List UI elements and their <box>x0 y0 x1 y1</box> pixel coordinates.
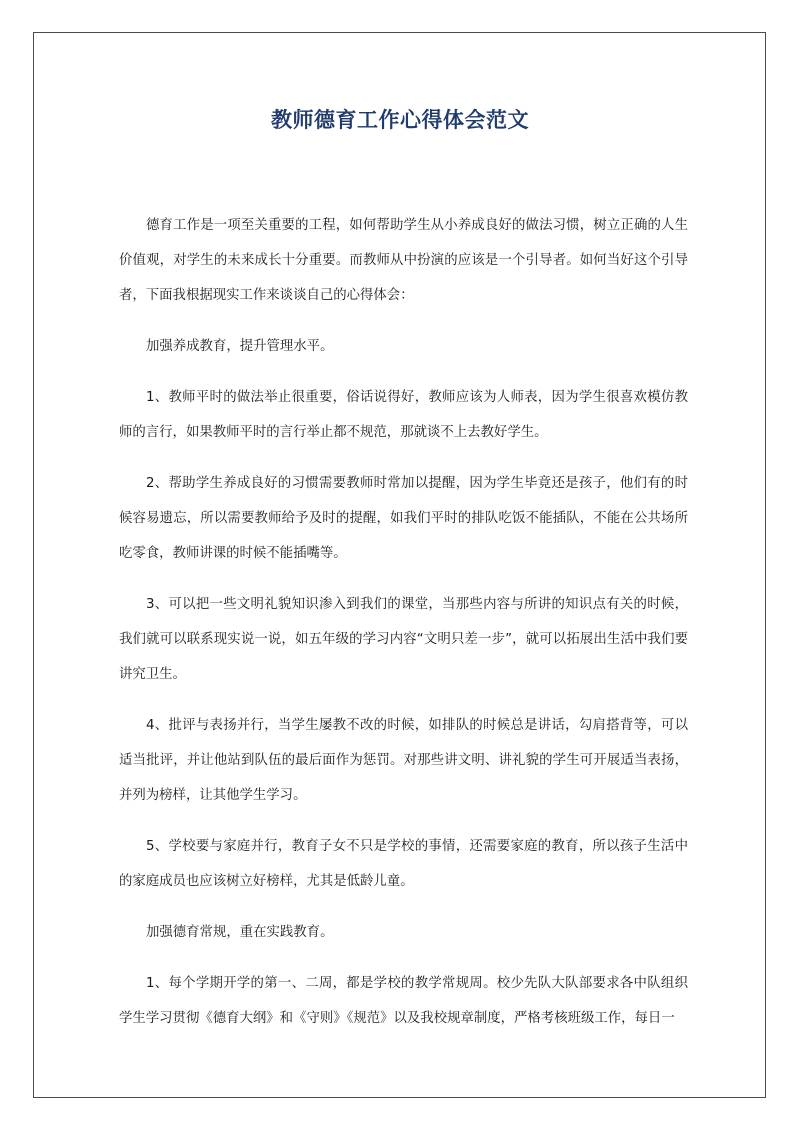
document-title: 教师德育工作心得体会范文 <box>271 108 529 132</box>
paragraph-item: 5、学校要与家庭并行，教育子女不只是学校的事情，还需要家庭的教育，所以孩子生活中的家庭成员也应该树立好榜样，尤其是低龄儿童。 <box>119 839 688 889</box>
paragraph-item: 2、帮助学生养成良好的习惯需要教师时常加以提醒，因为学生毕竟还是孩子，他们有的时候容易遗忘，所以需要教师给予及时的提醒，如我们平时的排队吃饭不能插队，不能在公共场所吃零食，教师讲课的时候不能插嘴等。 <box>119 476 688 561</box>
section-heading-2: 加强德育常规，重在实践教育。 <box>146 925 334 940</box>
paragraph-item: 1、每个学期开学的第一、二周，都是学校的教学常规周。校少先队大队部要求各中队组织学生学习贯彻《德育大纲》和《守则》《规范》以及我校规章制度，严格考核班级工作，每日一 <box>119 976 688 1026</box>
document-body <box>119 208 688 1052</box>
section-heading-1: 加强养成教育，提升管理水平。 <box>146 339 334 354</box>
paragraph-item: 4、批评与表扬并行，当学生屡教不改的时候，如排队的时候总是讲话，勾肩搭背等，可以适当批评，并让他站到队伍的最后面作为惩罚。对那些讲文明、讲礼貌的学生可开展适当表扬，并列为榜样，让其他学生学习。 <box>119 718 688 803</box>
paragraph-item: 3、可以把一些文明礼貌知识渗入到我们的课堂，当那些内容与所讲的知识点有关的时候，我们就可以联系现实说一说，如五年级的学习内容“文明只差一步”，就可以拓展出生活中我们要讲究卫生。 <box>119 597 688 682</box>
paragraph-intro: 德育工作是一项至关重要的工程，如何帮助学生从小养成良好的做法习惯，树立正确的人生价值观，对学生的未来成长十分重要。而教师从中扮演的应该是一个引导者。如何当好这个引导者，下面我根据现实工作来谈谈自己的心得体会： <box>119 218 688 303</box>
paragraph-item: 1、教师平时的做法举止很重要，俗话说得好，教师应该为人师表，因为学生很喜欢模仿教师的言行，如果教师平时的言行举止都不规范，那就谈不上去教好学生。 <box>119 390 688 440</box>
